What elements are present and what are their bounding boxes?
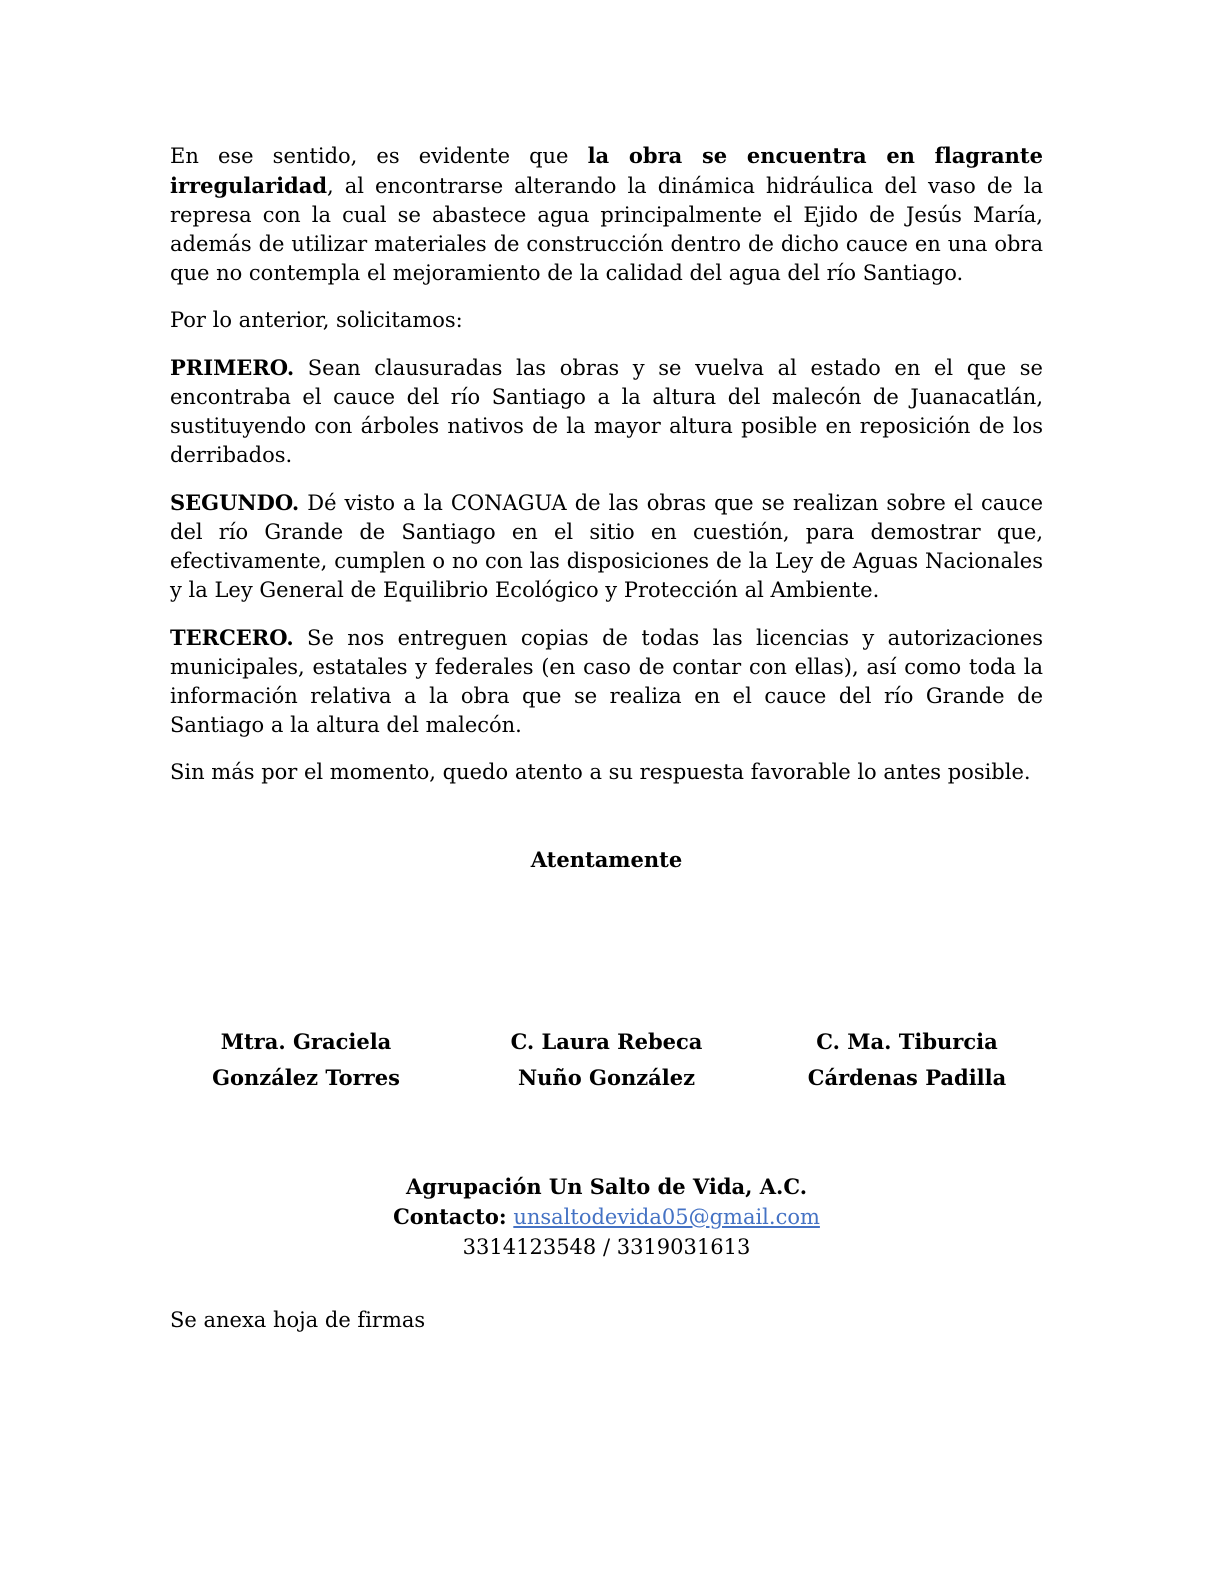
request-label-segundo: SEGUNDO. xyxy=(170,490,300,515)
annex-note: Se anexa hoja de firmas xyxy=(170,1308,426,1332)
letter-body xyxy=(170,141,1043,1335)
signatory-2-name-line-1: C. Laura Rebeca xyxy=(510,1029,703,1054)
email-link[interactable]: unsaltodevida05@gmail.com xyxy=(513,1205,820,1229)
paragraph-intro xyxy=(170,141,1043,288)
request-label-tercero: TERCERO. xyxy=(170,625,294,650)
contact-line xyxy=(170,1202,1043,1232)
paragraph-request-tercero xyxy=(170,623,1043,740)
intro-text-bold: la obra se encuentra en flagrante irregularidad xyxy=(170,143,1043,198)
request-text-primero: Sean clausuradas las obras y se vuelva al estado en el que se encontraba el cauce del río Santiago a la altura del malecón de Juanacatlán, sustituyendo con árboles nativos de la mayor altura posible en reposición de los derribados. xyxy=(170,356,1043,467)
request-label-primero: PRIMERO. xyxy=(170,355,295,380)
signatory-1 xyxy=(170,1024,442,1096)
signatory-1-name-line-1: Mtra. Graciela xyxy=(220,1029,392,1054)
request-text-segundo: Dé visto a la CONAGUA de las obras que se realizan sobre el cauce del río Grande de Santiago en el sitio en cuestión, para demostrar que, efectivamente, cumplen o no con las disposiciones de la Ley de Aguas Nacionales y la Ley General de Equilibrio Ecológico y Protección al Ambiente. xyxy=(170,491,1043,602)
signatories-row xyxy=(170,1024,1043,1096)
paragraph-request-segundo xyxy=(170,488,1043,605)
intro-text-post: , al encontrarse alterando la dinámica hidráulica del vaso de la represa con la cual se abastece agua principalmente el Ejido de Jesús María, además de utilizar materiales de construcción dentro de dicho cauce en una obra que no contempla el mejoramiento de la calidad del agua del río Santiago. xyxy=(170,174,1043,285)
signatory-3-name-line-1: C. Ma. Tiburcia xyxy=(816,1029,998,1054)
paragraph-request-primero xyxy=(170,353,1043,470)
salutation: Atentamente xyxy=(530,847,683,872)
organization-name: Agrupación Un Salto de Vida, A.C. xyxy=(405,1174,808,1199)
intro-text-pre: En ese sentido, es evidente que xyxy=(170,144,588,168)
request-text-tercero: Se nos entreguen copias de todas las licencias y autorizaciones municipales, estatales y federales (en caso de contar con ellas), así como toda la información relativa a la obra que se realiza en el cauce del río Grande de Santiago a la altura del malecón. xyxy=(170,626,1043,737)
paragraph-request-intro: Por lo anterior, solicitamos: xyxy=(170,308,463,332)
phone-numbers: 3314123548 / 3319031613 xyxy=(462,1235,751,1259)
signatory-2-name-line-2: Nuño González xyxy=(517,1065,696,1090)
contact-label: Contacto: xyxy=(393,1204,507,1229)
signatory-3 xyxy=(771,1024,1043,1096)
signatory-2 xyxy=(471,1024,743,1096)
signatory-3-name-line-2: Cárdenas Padilla xyxy=(807,1065,1007,1090)
organization-block xyxy=(170,1172,1043,1262)
paragraph-closing: Sin más por el momento, quedo atento a su respuesta favorable lo antes posible. xyxy=(170,760,1031,784)
signatory-1-name-line-2: González Torres xyxy=(212,1065,400,1090)
